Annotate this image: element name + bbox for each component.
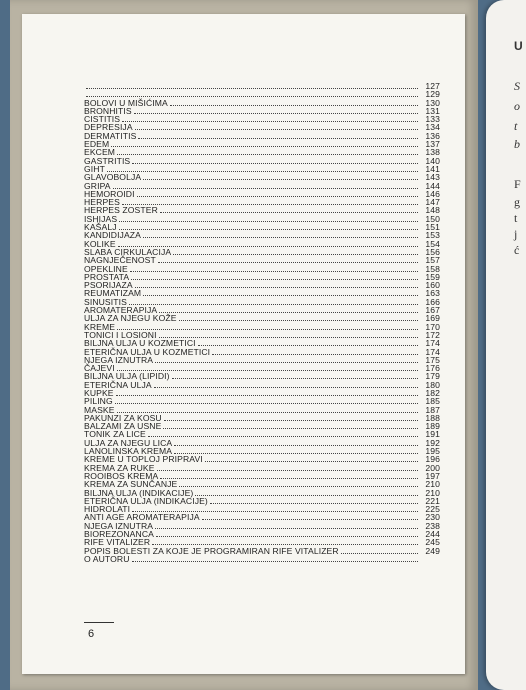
toc-entry-title: DEPRESIJA — [84, 122, 133, 133]
toc-entry-page: 151 — [425, 222, 440, 233]
toc-entry-page: 196 — [425, 454, 440, 465]
toc-entry-title: ISHIJAS — [84, 213, 118, 224]
book-page — [22, 14, 465, 674]
toc-leader-dots — [148, 430, 418, 437]
toc-entry — [84, 547, 440, 555]
toc-entry-title: KREMA ZA RUKE — [84, 462, 155, 473]
toc-leader-dots — [157, 464, 418, 471]
toc-entry-page: 180 — [425, 379, 440, 390]
toc-leader-dots — [132, 555, 418, 562]
toc-leader-dots — [205, 455, 418, 462]
toc-entry-page: 172 — [425, 329, 440, 340]
toc-leader-dots — [143, 173, 418, 180]
facing-page-text: F — [514, 177, 521, 191]
toc-entry-page: 150 — [425, 213, 440, 224]
toc-entry — [84, 140, 440, 148]
toc-leader-dots — [132, 505, 418, 512]
toc-entry-title: KREME — [84, 321, 116, 332]
toc-entry-title: KUPKE — [84, 387, 114, 398]
toc-entry-title: BILJNA ULJA U KOZMETICI — [84, 338, 196, 349]
toc-entry-page: 148 — [425, 205, 440, 216]
toc-entry — [84, 148, 440, 156]
toc-leader-dots — [195, 489, 418, 496]
toc-entry-title: OPEKLINE — [84, 263, 128, 274]
toc-entry-page: 249 — [425, 545, 440, 556]
toc-leader-dots — [210, 497, 418, 504]
toc-entry-page: 166 — [425, 296, 440, 307]
toc-leader-dots — [119, 215, 418, 222]
toc-entry — [84, 555, 440, 563]
toc-entry-title: AROMATERAPIJA — [84, 305, 158, 316]
toc-entry — [84, 273, 440, 281]
toc-entry — [84, 265, 440, 273]
toc-entry — [84, 157, 440, 165]
toc-entry-page: 191 — [425, 429, 440, 440]
toc-entry-title: EKCEM — [84, 147, 116, 158]
toc-entry-page: 143 — [425, 172, 440, 183]
toc-entry-title: ETERIČNA ULJA U KOZMETICI — [84, 346, 211, 357]
toc-leader-dots — [152, 538, 418, 545]
toc-entry-title: MASKE — [84, 404, 115, 415]
toc-leader-dots — [117, 406, 418, 413]
toc-entry-title: NAGNJEČENOST — [84, 255, 156, 266]
toc-entry-title: ROOIBOS KREMA — [84, 470, 159, 481]
toc-entry-title: ETERIČNA ULJA (INDIKACIJE) — [84, 495, 208, 506]
toc-leader-dots — [160, 472, 418, 479]
toc-entry-title: PSORIJAZA — [84, 280, 133, 291]
toc-leader-dots — [163, 422, 418, 429]
toc-entry-page: 138 — [425, 147, 440, 158]
toc-leader-dots — [160, 206, 418, 213]
toc-leader-dots — [119, 223, 418, 230]
toc-entry-title: KREMA ZA SUNČANJE — [84, 479, 178, 490]
toc-leader-dots — [164, 414, 418, 421]
toc-entry-page: 174 — [425, 346, 440, 357]
toc-leader-dots — [131, 273, 418, 280]
toc-entry-page: 157 — [425, 255, 440, 266]
toc-leader-dots — [111, 140, 418, 147]
toc-entry-page: 238 — [425, 520, 440, 531]
toc-entry — [84, 389, 440, 397]
toc-entry-page: 174 — [425, 338, 440, 349]
toc-entry-page: 187 — [425, 404, 440, 415]
toc-entry-page: 160 — [425, 280, 440, 291]
toc-entry — [84, 190, 440, 198]
toc-entry-title: GIHT — [84, 163, 105, 174]
toc-entry-title: NJEGA IZNUTRA — [84, 520, 154, 531]
toc-leader-dots — [135, 123, 418, 130]
toc-entry-page: 185 — [425, 396, 440, 407]
toc-entry-page: 141 — [425, 163, 440, 174]
toc-leader-dots — [179, 314, 418, 321]
toc-leader-dots — [143, 231, 418, 238]
toc-leader-dots — [122, 115, 418, 122]
toc-entry-title: HIDROLATI — [84, 504, 131, 515]
toc-leader-dots — [202, 513, 418, 520]
toc-leader-dots — [115, 397, 418, 404]
facing-page-text: o — [514, 99, 520, 113]
toc-entry-title: CISTITIS — [84, 114, 121, 125]
toc-entry-title: TONICI I LOSIONI — [84, 329, 157, 340]
toc-entry-title: TONIK ZA LICE — [84, 429, 146, 440]
toc-entry-title: GLAVOBOLJA — [84, 172, 142, 183]
toc-entry-page: 153 — [425, 230, 440, 241]
toc-entry-title: BIOREZONANCA — [84, 529, 154, 540]
toc-entry-page: 130 — [425, 97, 440, 108]
toc-leader-dots — [179, 480, 418, 487]
toc-leader-dots — [138, 132, 418, 139]
toc-leader-dots — [135, 281, 418, 288]
toc-leader-dots — [155, 356, 418, 363]
toc-entry-title: KAŠALJ — [84, 222, 117, 233]
toc-leader-dots — [134, 107, 418, 114]
toc-leader-dots — [143, 289, 418, 296]
toc-entry-page: 147 — [425, 197, 440, 208]
toc-entry-title: KOLIKE — [84, 238, 116, 249]
toc-entry-page: 170 — [425, 321, 440, 332]
toc-entry-title: KREME U TOPLOJ PRIPRAVI — [84, 454, 203, 465]
toc-entry — [84, 314, 440, 322]
toc-entry-title: KANDIDIJAZA — [84, 230, 141, 241]
toc-leader-dots — [159, 331, 418, 338]
toc-entry-title: NJEGA IZNUTRA — [84, 354, 154, 365]
toc-entry — [84, 289, 440, 297]
toc-entry-page: 169 — [425, 313, 440, 324]
toc-entry — [84, 182, 440, 190]
toc-entry — [84, 497, 440, 505]
toc-leader-dots — [132, 157, 418, 164]
toc-entry-page: 192 — [425, 437, 440, 448]
toc-entry-title: BILJNA ULJA (INDIKACIJE) — [84, 487, 194, 498]
toc-entry-page: 159 — [425, 271, 440, 282]
toc-leader-dots — [122, 198, 418, 205]
toc-entry-page: 188 — [425, 412, 440, 423]
toc-leader-dots — [198, 339, 418, 346]
toc-entry-page: 129 — [425, 89, 440, 100]
toc-leader-dots — [117, 148, 418, 155]
toc-entry-page: 175 — [425, 354, 440, 365]
toc-entry-title: HEMOROIDI — [84, 188, 135, 199]
table-of-contents — [84, 82, 440, 563]
page-number: 6 — [88, 628, 95, 640]
facing-page-text: j — [514, 227, 518, 241]
toc-entry-title: EDEM — [84, 139, 110, 150]
toc-entry-title: PROSTATA — [84, 271, 130, 282]
toc-entry-page: 158 — [425, 263, 440, 274]
toc-leader-dots — [170, 99, 418, 106]
toc-entry-page: 140 — [425, 155, 440, 166]
toc-leader-dots — [137, 190, 418, 197]
toc-entry-page: 182 — [425, 387, 440, 398]
toc-leader-dots — [86, 82, 418, 89]
toc-entry-page: 136 — [425, 130, 440, 141]
toc-leader-dots — [172, 372, 418, 379]
toc-entry-page: 156 — [425, 246, 440, 257]
facing-page-text: S — [514, 79, 520, 93]
toc-entry — [84, 256, 440, 264]
toc-entry — [84, 107, 440, 115]
toc-entry-page: 244 — [425, 529, 440, 540]
toc-leader-dots — [117, 323, 418, 330]
toc-entry-page: 210 — [425, 479, 440, 490]
toc-leader-dots — [155, 522, 418, 529]
facing-page-text: b — [514, 137, 520, 151]
facing-page-text: ć — [514, 243, 520, 257]
toc-entry — [84, 381, 440, 389]
toc-entry-title: POPIS BOLESTI ZA KOJE JE PROGRAMIRAN RIFE VITALIZER — [84, 545, 339, 556]
toc-entry-title: SLABA CIRKULACIJA — [84, 246, 172, 257]
toc-entry-title: BILJNA ULJA (LIPIDI) — [84, 371, 170, 382]
toc-entry-title: GASTRITIS — [84, 155, 131, 166]
toc-entry-page: 200 — [425, 462, 440, 473]
toc-entry-title: BALZAMI ZA USNE — [84, 421, 162, 432]
toc-entry-page: 225 — [425, 504, 440, 515]
toc-leader-dots — [117, 364, 418, 371]
toc-leader-dots — [158, 256, 418, 263]
toc-entry-title: ETERIČNA ULJA — [84, 379, 152, 390]
toc-entry-title: BRONHITIS — [84, 105, 132, 116]
toc-leader-dots — [118, 240, 418, 247]
toc-leader-dots — [130, 265, 418, 272]
toc-entry-title: SINUSITIS — [84, 296, 127, 307]
toc-entry-page: 189 — [425, 421, 440, 432]
facing-page-text: g — [514, 195, 520, 209]
facing-page-text: t — [514, 211, 518, 225]
toc-entry — [84, 215, 440, 223]
toc-entry-title: PILING — [84, 396, 113, 407]
toc-entry — [84, 99, 440, 107]
toc-entry-page: 131 — [425, 105, 440, 116]
toc-entry-page: 127 — [425, 81, 440, 91]
toc-entry — [84, 397, 440, 405]
toc-entry — [84, 231, 440, 239]
toc-leader-dots — [116, 389, 418, 396]
toc-entry — [84, 82, 440, 90]
toc-entry-page: 163 — [425, 288, 440, 299]
toc-entry-title: LANOLINSKA KREMA — [84, 446, 173, 457]
toc-entry-page: 146 — [425, 188, 440, 199]
toc-leader-dots — [86, 90, 418, 97]
toc-entry-page: 197 — [425, 470, 440, 481]
toc-entry-title: O AUTORU — [84, 553, 130, 564]
toc-entry-page: 195 — [425, 446, 440, 457]
toc-leader-dots — [159, 306, 418, 313]
toc-entry-page: 144 — [425, 180, 440, 191]
toc-entry-page: 167 — [425, 305, 440, 316]
footer-rule — [84, 622, 114, 623]
facing-page-text: t — [514, 119, 518, 133]
toc-leader-dots — [154, 381, 418, 388]
toc-entry-title: REUMATIZAM — [84, 288, 142, 299]
toc-leader-dots — [173, 248, 418, 255]
toc-leader-dots — [174, 439, 418, 446]
toc-entry-page: 230 — [425, 512, 440, 523]
toc-entry-title: PAKUNZI ZA KOSU — [84, 412, 162, 423]
toc-leader-dots — [212, 348, 418, 355]
toc-entry-page: 210 — [425, 487, 440, 498]
toc-entry — [84, 173, 440, 181]
toc-entry-page: 179 — [425, 371, 440, 382]
toc-entry-title: ULJA ZA NJEGU LICA — [84, 437, 173, 448]
toc-entry — [84, 115, 440, 123]
toc-entry-title: HERPES — [84, 197, 120, 208]
toc-entry — [84, 132, 440, 140]
toc-entry-title: ČAJEVI — [84, 363, 115, 374]
toc-entry — [84, 356, 440, 364]
toc-leader-dots — [113, 182, 418, 189]
toc-entry-page: 176 — [425, 363, 440, 374]
toc-entry-title: GRIPA — [84, 180, 111, 191]
toc-entry-page: 133 — [425, 114, 440, 125]
toc-entry-page: 221 — [425, 495, 440, 506]
toc-entry-title: ANTI AGE AROMATERAPIJA — [84, 512, 200, 523]
toc-entry-page: 134 — [425, 122, 440, 133]
toc-entry-title: BOLOVI U MIŠIĆIMA — [84, 97, 168, 108]
toc-entry — [84, 206, 440, 214]
toc-entry-page: 245 — [425, 537, 440, 548]
toc-leader-dots — [156, 530, 418, 537]
toc-entry — [84, 123, 440, 131]
toc-leader-dots — [174, 447, 418, 454]
toc-entry-title: ULJA ZA NJEGU KOŽE — [84, 313, 177, 324]
facing-page-text: U — [514, 39, 523, 53]
toc-entry-page: 154 — [425, 238, 440, 249]
toc-leader-dots — [129, 298, 418, 305]
facing-page — [486, 0, 526, 690]
toc-entry-title: HERPES ZOSTER — [84, 205, 158, 216]
toc-leader-dots — [107, 165, 418, 172]
toc-entry-title: RIFE VITALIZER — [84, 537, 151, 548]
toc-leader-dots — [341, 547, 418, 554]
toc-entry-title: DERMATITIS — [84, 130, 137, 141]
toc-entry-page: 137 — [425, 139, 440, 150]
